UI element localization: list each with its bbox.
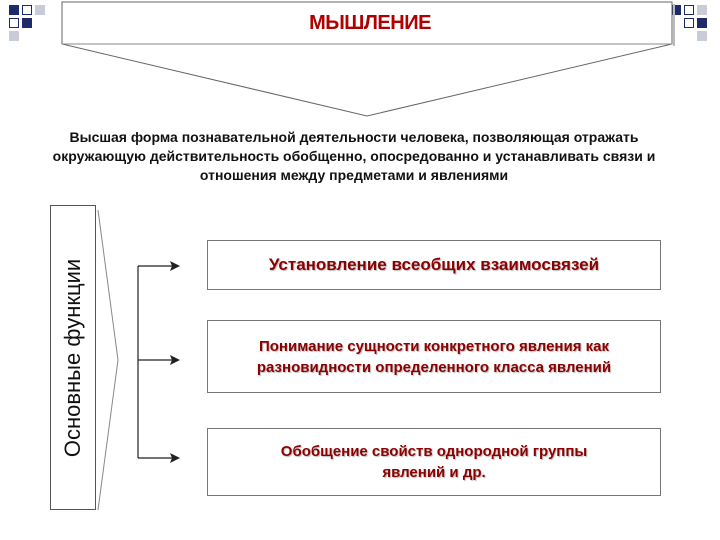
side-label: Основные функции: [60, 258, 85, 457]
function-label: Обобщение свойств однородной группы явлений и др.: [280, 443, 588, 481]
page-title: МЫШЛЕНИЕ: [309, 12, 431, 34]
side-label-box: [50, 205, 96, 510]
function-box-3: [207, 428, 661, 496]
function-label: Понимание сущности конкретного явления как разновидности определенного класса явлений: [256, 337, 612, 376]
function-box-1: [207, 240, 661, 290]
bracket-line: [98, 210, 118, 510]
definition-text: Высшая форма познавательной деятельности человека, позволяющая отражать окружающую действительность обобщенно, опосредованно и устанавливать связи и отношения между предметами и явлениями: [52, 129, 656, 183]
function-box-2: [207, 320, 661, 393]
function-label: Установление всеобщих взаимосвязей: [268, 255, 600, 274]
